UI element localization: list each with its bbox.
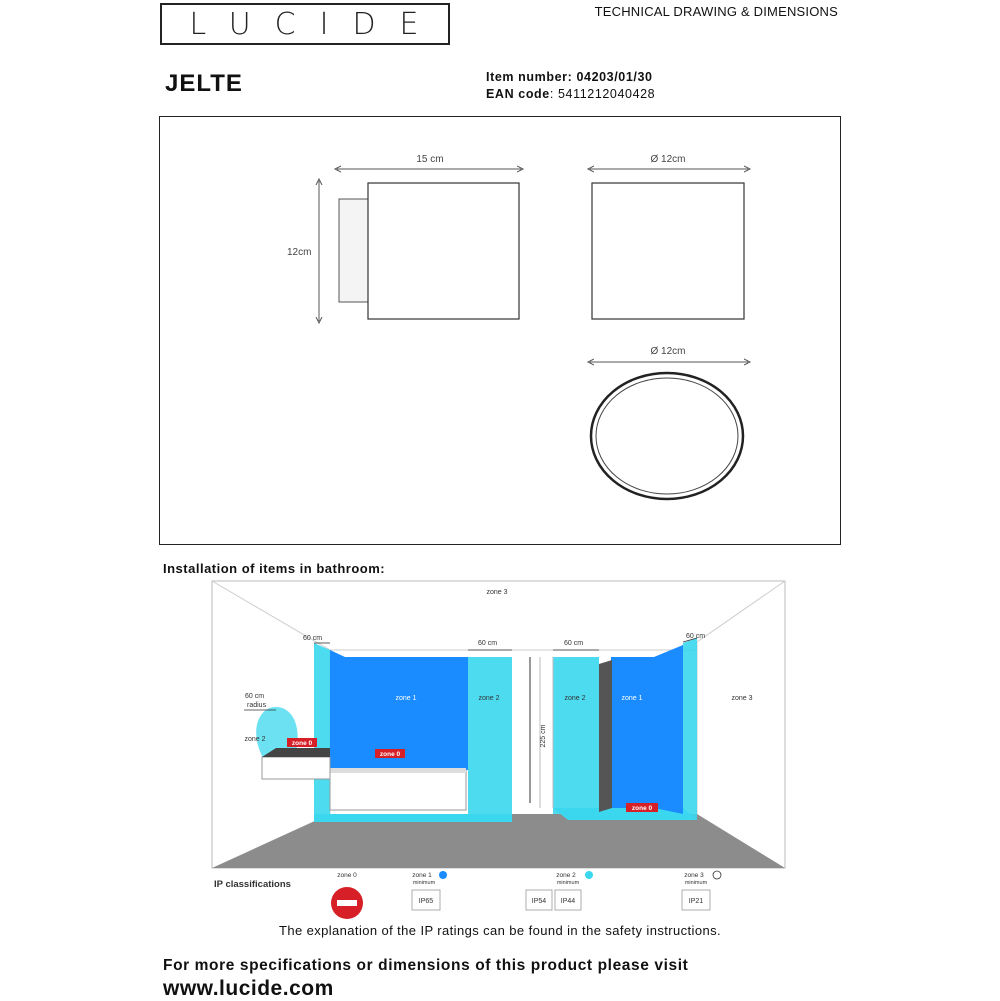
ip-zone1-minimum: minimum: [412, 880, 436, 886]
zone2-right-strip: [683, 638, 697, 820]
shower-glass-wall: [599, 660, 612, 812]
zone1-left-label: zone 1: [395, 695, 417, 702]
zone3-right-label: zone 3: [731, 695, 753, 702]
zone1-right-label: zone 1: [621, 695, 643, 702]
zone2-left-panel: [468, 657, 512, 814]
zone2-left-strip: [314, 643, 330, 822]
ean-value: : 5411212040428: [549, 87, 656, 101]
zone1-shower-side: [654, 645, 683, 814]
ip-ratings-note: The explanation of the IP ratings can be found in the safety instructions.: [278, 923, 721, 938]
zone2-right-panel: [553, 657, 599, 814]
dim-60-right-label: 60 cm: [686, 633, 706, 640]
zone2-sink-label: zone 2: [244, 736, 266, 743]
zone2-color-dot: [585, 871, 593, 879]
footer-website-link[interactable]: www.lucide.com: [163, 977, 334, 1000]
zone2-bath-floor-strip: [314, 814, 512, 822]
zone1-bath-area: [345, 657, 468, 770]
top-diameter-label: Ø 12cm: [650, 346, 686, 357]
zone0-bath-label: zone 0: [379, 751, 401, 758]
ip-zone2-minimum: minimum: [556, 880, 580, 886]
ip54-rating: IP54: [531, 898, 547, 905]
height-dimension-label: 12cm: [287, 247, 312, 258]
ip-zone1-label: zone 1: [412, 872, 432, 879]
zone0-sink-label: zone 0: [291, 740, 313, 747]
ip-zone3-label: zone 3: [684, 872, 704, 879]
no-entry-icon-bar: [337, 900, 357, 906]
front-diameter-label: Ø 12cm: [650, 154, 686, 165]
width-dimension-label: 15 cm: [416, 154, 444, 165]
dim-60-left-label: 60 cm: [303, 635, 323, 642]
bathtub-rim: [330, 768, 466, 773]
ip21-rating: IP21: [688, 898, 704, 905]
zone3-color-dot: [713, 871, 721, 879]
dim-60-center-right-label: 60 cm: [564, 640, 584, 647]
zone1-bath-side: [330, 650, 345, 780]
document-title: TECHNICAL DRAWING & DIMENSIONS: [594, 4, 838, 19]
dim-60-radius-label-1: 60 cm: [245, 693, 265, 700]
item-number-value: : 04203/01/30: [567, 70, 653, 84]
ip-zone0-label: zone 0: [337, 872, 357, 879]
ip65-rating: IP65: [418, 898, 434, 905]
ip-zone3-minimum: minimum: [684, 880, 708, 886]
ip44-rating: IP44: [560, 898, 576, 905]
ip-zone2-label: zone 2: [556, 872, 576, 879]
dim-60-radius-label-2: radius: [247, 702, 267, 709]
zone3-top-label: zone 3: [486, 589, 508, 596]
lucide-logo: LUCIDE: [189, 6, 443, 42]
footer-text: For more specifications or dimensions of this product please visit: [163, 957, 689, 974]
bathroom-section-title: Installation of items in bathroom:: [163, 561, 386, 576]
zone2-left-panel-label: zone 2: [478, 695, 500, 702]
zone0-shower-label: zone 0: [631, 805, 653, 812]
sink-cabinet: [262, 757, 330, 779]
zone1-shower-area: [611, 657, 654, 808]
product-name: JELTE: [165, 70, 243, 97]
item-number-label: Item number: [486, 70, 568, 84]
dim-60-center-left-label: 60 cm: [478, 640, 498, 647]
ip-classifications-title: IP classifications: [214, 879, 291, 890]
bathtub: [330, 770, 466, 810]
ean-label: EAN code: [486, 87, 550, 101]
zone2-right-panel-label: zone 2: [564, 695, 586, 702]
zone1-color-dot: [439, 871, 447, 879]
height-225-label: 225 cm: [540, 724, 547, 748]
